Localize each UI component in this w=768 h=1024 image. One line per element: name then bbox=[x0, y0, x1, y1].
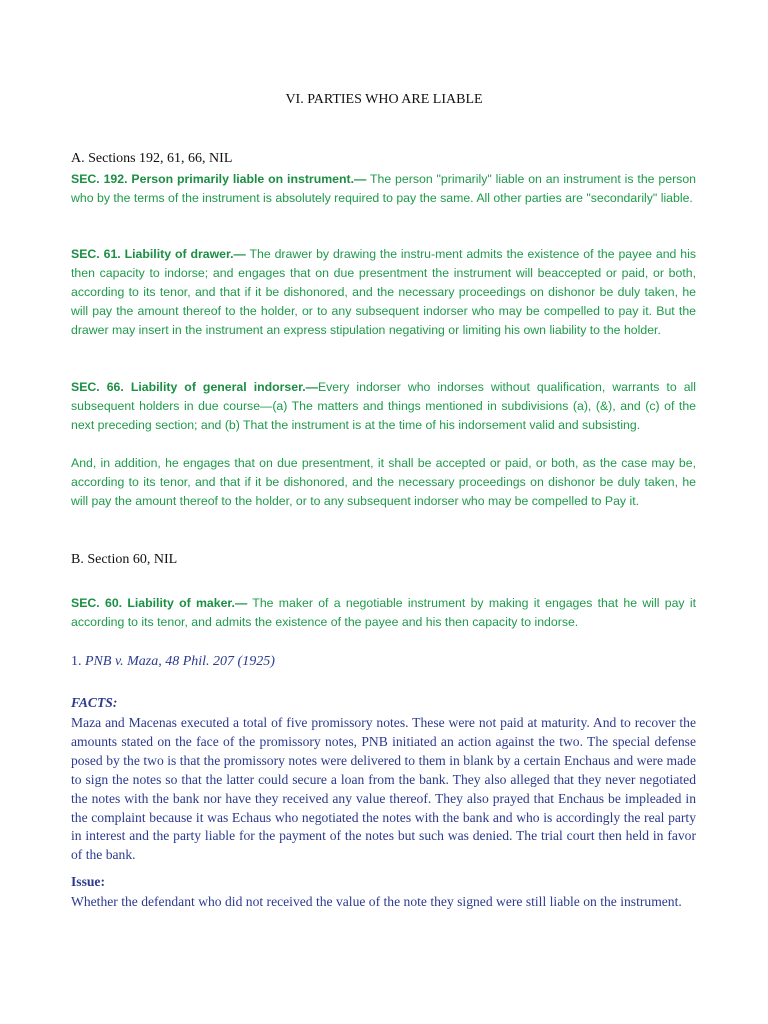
facts-paragraph: Maza and Macenas executed a total of five promissory notes. These were not paid at maturity. And to recover the amounts stated on the face of the promissory notes, PNB initiated an action against the two. The special defense posed by the two is that the promissory notes were delivered to them in blank by a certain Enchaus and were made to sign the notes so that the latter could secure a loan from the bank. They also alleged that they never negotiated the notes with the bank nor have they received any value thereof. They also prayed that Enchaus be impleaded in the complaint because it was Echaus who negotiated the notes with the bank and who is accordingly the real party in interest and the party liable for the payment of the notes but such was denied. The trial court then held in favor of the bank. bbox=[71, 715, 696, 863]
issue-label: Issue: bbox=[71, 874, 105, 889]
sec-66-paragraph bbox=[71, 378, 696, 435]
sec-60-text: The maker of a negotiable instrument by making it engages that he will pay it according to its tenor, and admits the existence of the payee and his then capacity to indorse. bbox=[71, 596, 696, 629]
sec-66-paragraph-2: And, in addition, he engages that on due presentment, it shall be accepted or paid, or both, as the case may be, according to its tenor, and that if it be dishonored, and the necessary proceedings on dishonor be duly taken, he will pay the amount thereof to the holder, or to any subsequent indorser who may be compelled to Pay it. bbox=[71, 456, 696, 508]
sec-192-text: The person "primarily" liable on an instrument is the person who by the terms of the instrument is absolutely required to pay the same. All other parties are "secondarily" liable. bbox=[71, 172, 696, 205]
sec-192-paragraph bbox=[71, 170, 696, 208]
sec-61-text: The drawer by drawing the instru-ment admits the existence of the payee and his then capacity to indorse; and engages that on due presentment the instrument will beaccepted or paid, or both, according to its tenor, and that if it be dishonored, and the necessary proceedings on dishonor be duly taken, he will pay the amount thereof to the holder, or to any subsequent indorser who may be compelled to pay it. But the drawer may insert in the instrument an express stipulation negativing or limiting his own liability to the holder. bbox=[71, 247, 696, 337]
facts-label: FACTS: bbox=[71, 695, 118, 710]
issue-paragraph: Whether the defendant who did not received the value of the note they signed were still liable on the instrument. bbox=[71, 894, 682, 909]
case-number: 1. bbox=[71, 654, 85, 669]
sec-60-label: SEC. 60. Liability of maker.— bbox=[71, 596, 248, 610]
section-a-heading: A. Sections 192, 61, 66, NIL bbox=[71, 151, 233, 166]
document-title: VI. PARTIES WHO ARE LIABLE bbox=[285, 92, 483, 107]
sec-61-paragraph bbox=[71, 245, 696, 340]
case-citation: PNB v. Maza, 48 Phil. 207 (1925) bbox=[85, 654, 275, 669]
sec-60-paragraph bbox=[71, 594, 696, 632]
sec-192-label: SEC. 192. Person primarily liable on instrument.— bbox=[71, 172, 367, 186]
case-title bbox=[71, 654, 275, 670]
sec-66-text: Every indorser who indorses without qualification, warrants to all subsequent holders in due course—(a) The matters and things mentioned in subdivisions (a), (&), and (c) of the next preceding section; and (b) That the instrument is at the time of his indorsement valid and subsisting. bbox=[71, 380, 697, 432]
sec-61-label: SEC. 61. Liability of drawer.— bbox=[71, 247, 246, 261]
sec-66-label: SEC. 66. Liability of general indorser.— bbox=[71, 380, 318, 394]
section-b-heading: B. Section 60, NIL bbox=[71, 552, 178, 567]
